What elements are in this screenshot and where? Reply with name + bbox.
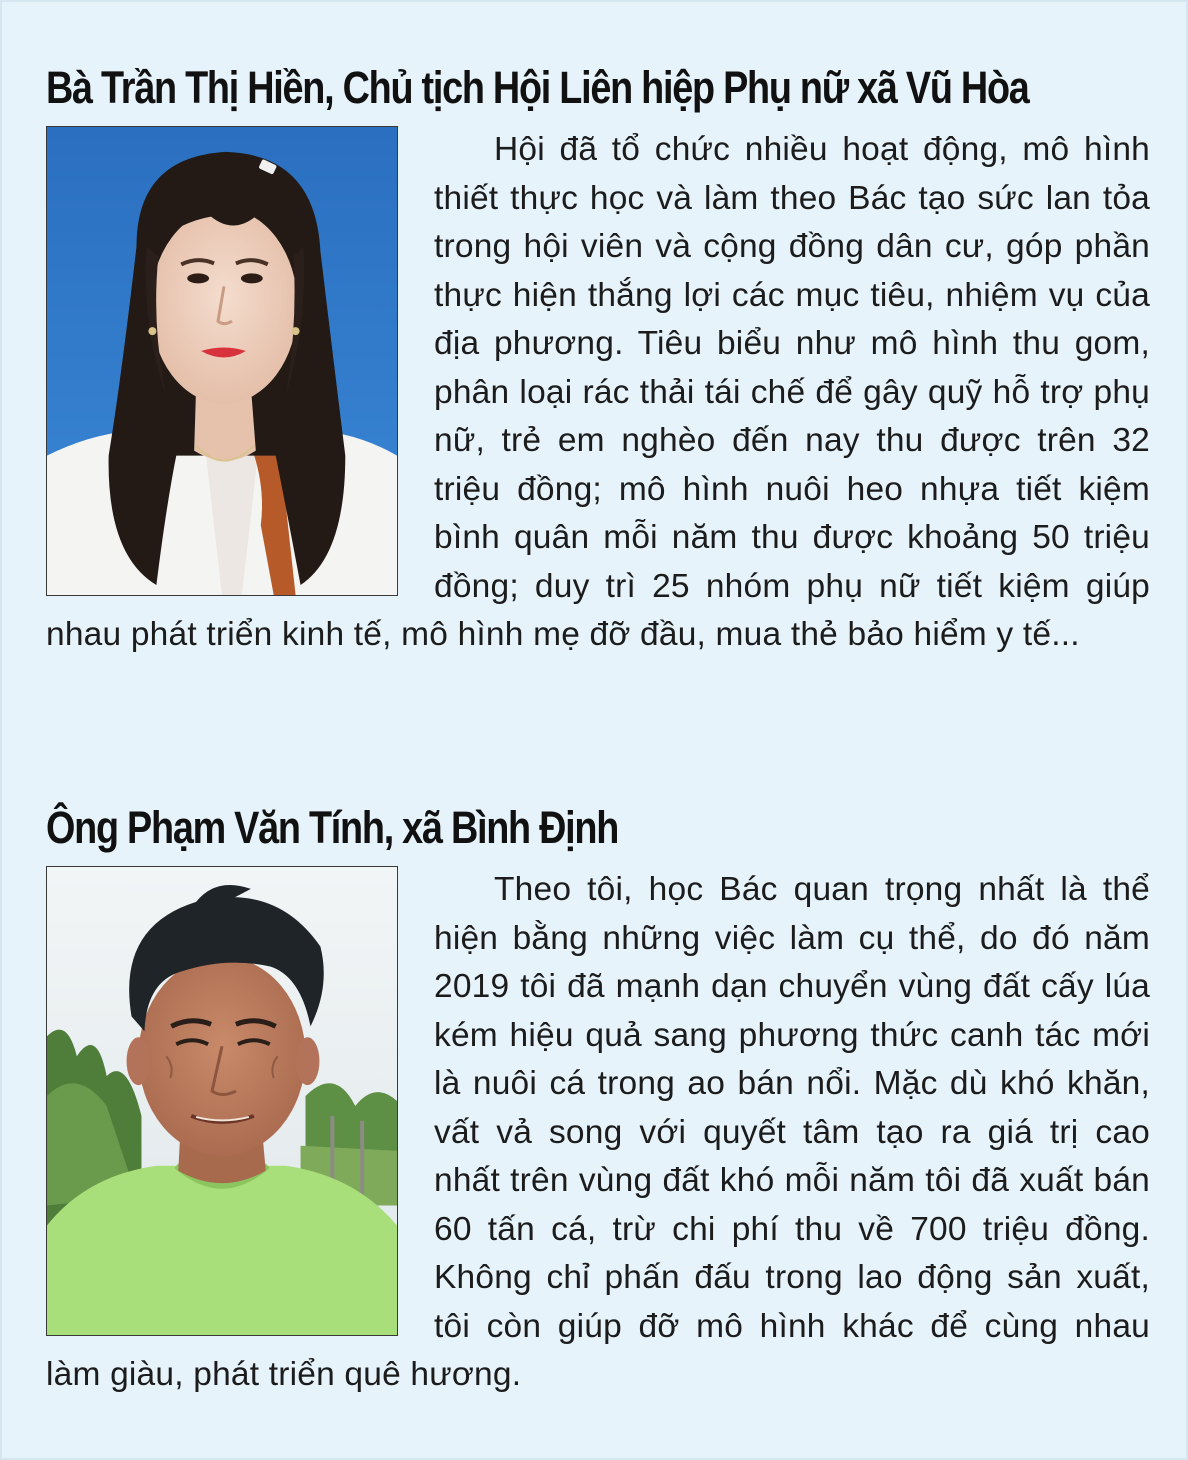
profile-heading-2: Ông Phạm Văn Tính, xã Bình Định: [46, 802, 619, 853]
profile-heading-1: Bà Trần Thị Hiền, Chủ tịch Hội Liên hiệp Phụ nữ xã Vũ Hòa: [46, 62, 1029, 113]
profile-body-1: [46, 126, 1150, 660]
profile-text-2: Theo tôi, học Bác quan trọng nhất là thể hiện bằng những việc làm cụ thể, do đó năm 2019 tôi đã mạnh dạn chuyển vùng đất cấy lúa kém hiệu quả sang phương thức canh tác mới là nuôi cá trong ao bán nổi. Mặc dù khó khăn, vất vả song với quyết tâm tạo ra giá trị cao nhất trên vùng đất khó mỗi năm tôi đã xuất bán 60 tấn cá, trừ chi phí thu về 700 triệu đồng. Không chỉ phấn đấu trong lao động sản xuất, tôi còn giúp đỡ mô hình khác để cùng nhau làm giàu, phát triển quê hương.: [46, 871, 1150, 1393]
portrait-photo-man: [46, 866, 398, 1336]
profile-body-2: [46, 866, 1150, 1400]
portrait-woman-drawing: [47, 127, 397, 595]
profile-text-1: Hội đã tổ chức nhiều hoạt động, mô hình thiết thực học và làm theo Bác tạo sức lan tỏa trong hội viên và cộng đồng dân cư, góp phần thực hiện thắng lợi các mục tiêu, nhiệm vụ của địa phương. Tiêu biểu như mô hình thu gom, phân loại rác thải tái chế để gây quỹ hỗ trợ phụ nữ, trẻ em nghèo đến nay thu được trên 32 triệu đồng; mô hình nuôi heo nhựa tiết kiệm bình quân mỗi năm thu được khoảng 50 triệu đồng; duy trì 25 nhóm phụ nữ tiết kiệm giúp nhau phát triển kinh tế, mô hình mẹ đỡ đầu, mua thẻ bảo hiểm y tế...: [46, 131, 1150, 653]
portrait-photo-woman: [46, 126, 398, 596]
profile-section-1: [2, 58, 1188, 660]
profile-section-2: [2, 798, 1188, 1400]
portrait-man-drawing: [47, 867, 397, 1335]
